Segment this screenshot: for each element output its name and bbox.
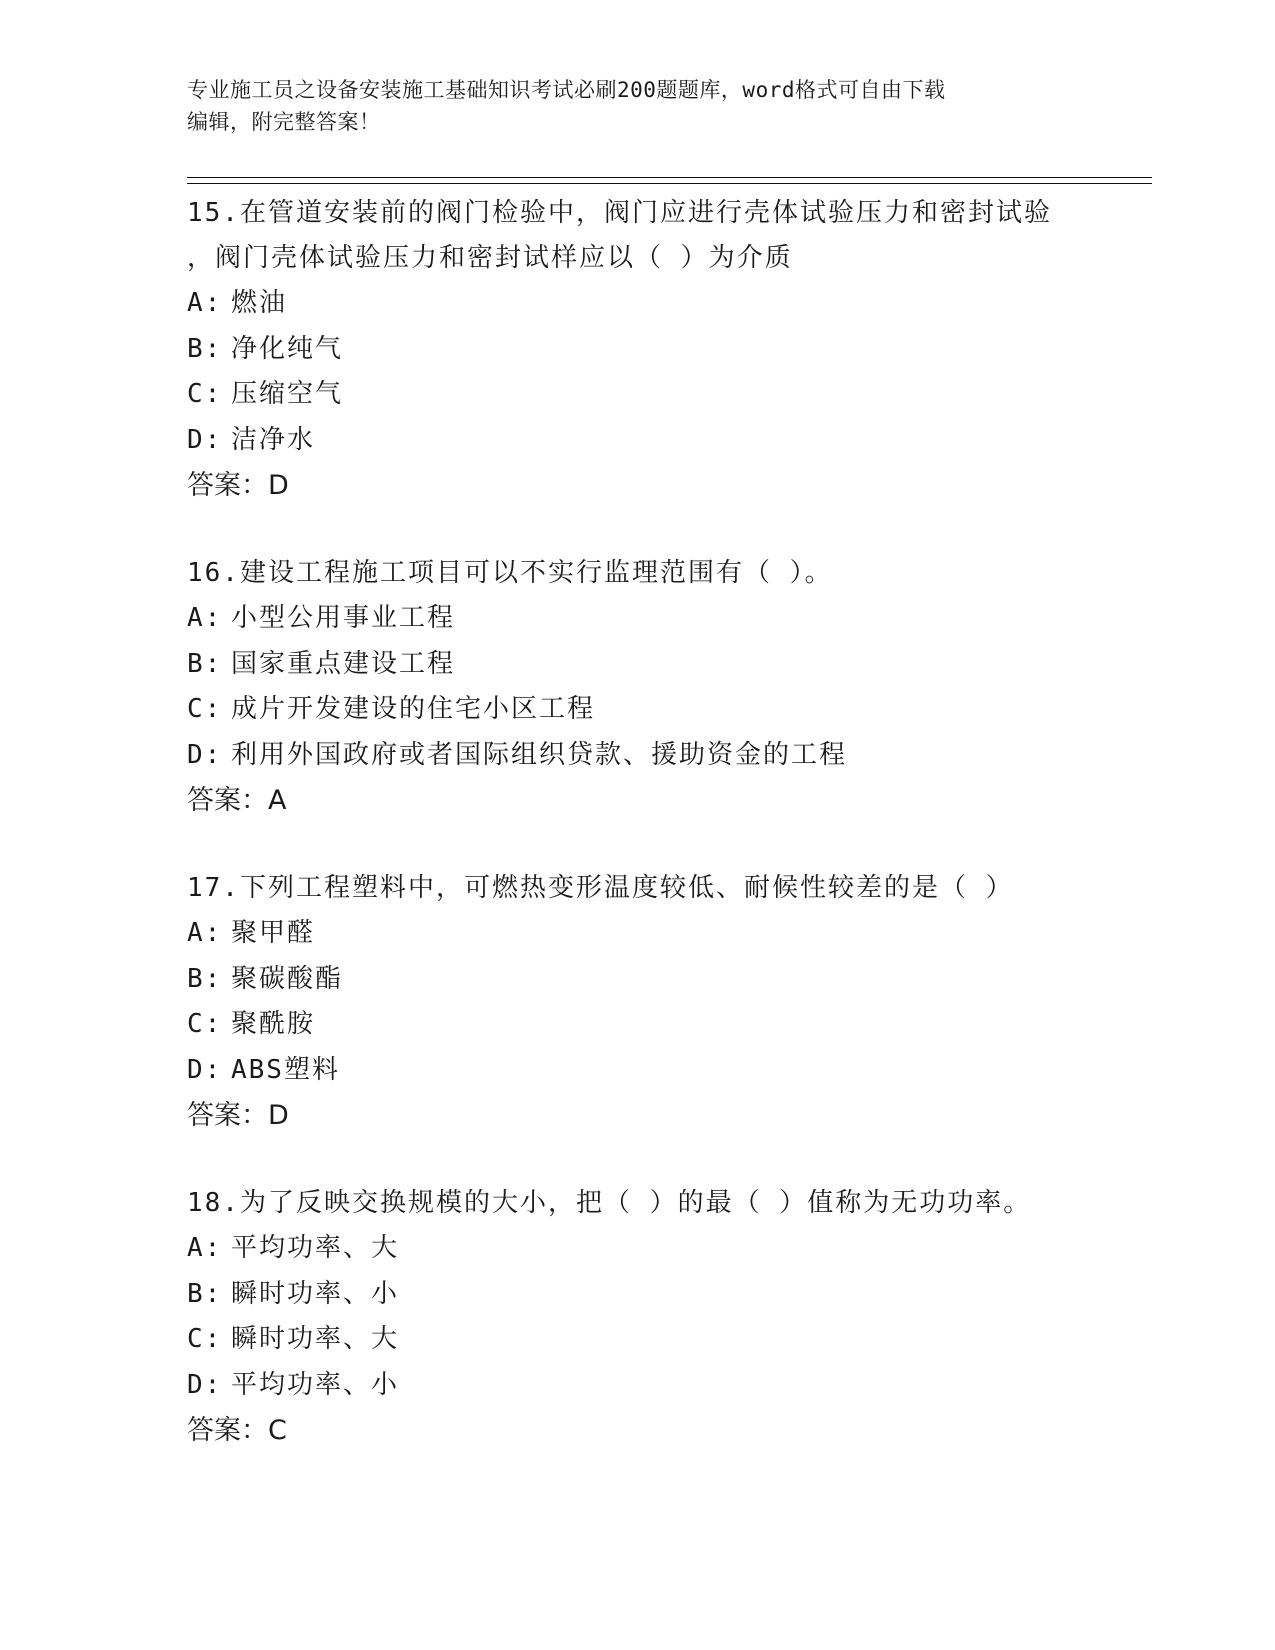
option-letter: C: [187,1324,223,1354]
answer-line: 答案：D [187,1100,289,1131]
question-stem-line: 18.为了反映交换规模的大小，把（ ）的最（ ）值称为无功功率。 [187,1188,1032,1218]
option-letter: A: [187,1233,223,1263]
question-stem [187,1181,1152,1226]
option-text: 小型公用事业工程 [231,603,456,633]
question-stem-line: 15.在管道安装前的阀门检验中，阀门应进行壳体试验压力和密封试验 [187,198,1052,228]
option-c [187,687,1152,733]
option-text: 净化纯气 [231,333,344,364]
option-c [187,372,1152,418]
question-17 [187,866,1152,1139]
option-letter: D: [187,1369,223,1400]
option-d [187,418,1152,464]
option-text: 国家重点建设工程 [231,648,456,679]
question-list [187,191,1152,1454]
option-c [187,1317,1152,1363]
option-letter: D: [187,1054,223,1085]
answer-line: 答案：C [187,1415,287,1446]
option-text: 平均功率、小 [231,1369,400,1400]
option-text: 瞬时功率、小 [231,1278,400,1309]
option-letter: A: [187,288,223,318]
option-letter: C: [187,1009,223,1039]
option-letter: B: [187,963,223,994]
question-stem-line: 16.建设工程施工项目可以不实行监理范围有（ ）。 [187,558,833,588]
option-letter: C: [187,379,223,409]
option-b [187,1272,1152,1318]
header-divider-top [187,177,1152,178]
header-divider-bottom [187,183,1152,184]
option-text: 聚酰胺 [231,1009,316,1039]
header-line-2: 编辑，附完整答案！ [187,110,381,134]
document-header [187,74,1067,138]
question-stem-line: 17.下列工程塑料中，可燃热变形温度较低、耐候性较差的是（ ） [187,873,1014,903]
option-letter: B: [187,1278,223,1309]
option-text: 压缩空气 [231,379,344,409]
option-letter: B: [187,333,223,364]
option-a [187,1226,1152,1272]
option-text: 瞬时功率、大 [231,1324,400,1354]
option-b [187,957,1152,1003]
option-text: 成片开发建设的住宅小区工程 [231,694,596,724]
option-d [187,1048,1152,1094]
question-15 [187,191,1152,509]
question-spacer [187,824,1152,866]
option-text: 聚甲醛 [231,918,316,948]
question-stem-line: ，阀门壳体试验压力和密封试样应以（ ）为介质 [187,243,793,273]
option-d [187,1363,1152,1409]
option-letter: A: [187,603,223,633]
option-a [187,281,1152,327]
question-18 [187,1181,1152,1454]
option-letter: D: [187,424,223,455]
option-c [187,1002,1152,1048]
question-spacer [187,509,1152,551]
option-d [187,733,1152,779]
option-text: 平均功率、大 [231,1233,400,1263]
option-b [187,327,1152,373]
answer-line: 答案：A [187,785,287,816]
option-letter: A: [187,918,223,948]
option-text: 聚碳酸酯 [231,963,344,994]
option-letter: D: [187,739,223,770]
option-text: 利用外国政府或者国际组织贷款、援助资金的工程 [231,739,848,770]
option-letter: C: [187,694,223,724]
question-16 [187,551,1152,824]
option-a [187,596,1152,642]
question-stem [187,866,1152,911]
option-b [187,642,1152,688]
header-line-1: 专业施工员之设备安装施工基础知识考试必刷200题题库，word格式可自由下载 [187,78,946,102]
question-spacer [187,1139,1152,1181]
question-stem [187,191,1152,281]
option-letter: B: [187,648,223,679]
answer-line: 答案：D [187,470,289,501]
option-text: 燃油 [231,288,288,318]
question-stem [187,551,1152,596]
option-text: ABS塑料 [231,1054,340,1085]
option-text: 洁净水 [231,424,316,455]
option-a [187,911,1152,957]
